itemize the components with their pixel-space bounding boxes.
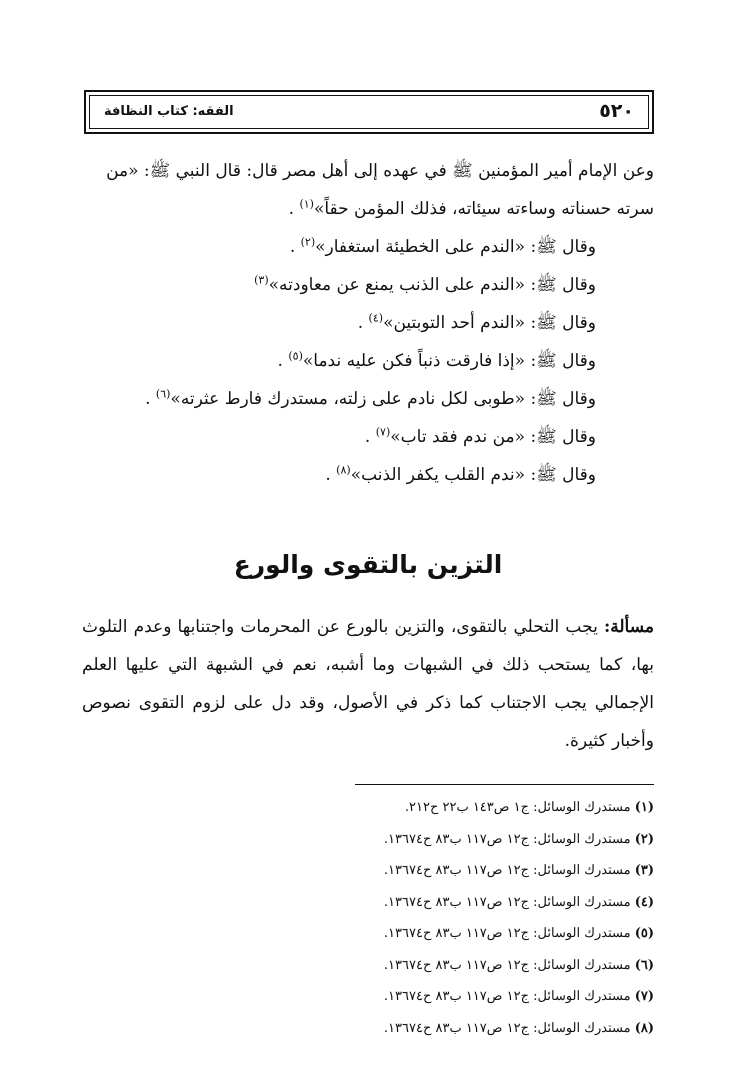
footnote-ref: (٣) xyxy=(254,273,269,287)
footnote-ref: (٢) xyxy=(300,235,316,249)
footnote-item: (٧) مستدرك الوسائل: ج١٢ ص١١٧ ب٨٣ ح١٣٦٧٤. xyxy=(383,989,654,1004)
footnote-separator xyxy=(355,784,654,785)
footnotes xyxy=(82,792,654,1044)
page-number: ٥٢٠ xyxy=(599,100,634,122)
footnote-ref: (٦) xyxy=(155,387,171,401)
footnote-item: (٨) مستدرك الوسائل: ج١٢ ص١١٧ ب٨٣ ح١٣٦٧٤. xyxy=(383,1020,654,1036)
hadith-paragraph: وعن الإمام أمير المؤمنين ﷺ في عهده إلى أهل مصر قال: قال النبي ﷺ: «من سرته حسناته وساءته سيئاته، فذلك المؤمن حقاً»$^{(١)}$ . xyxy=(106,161,654,219)
footnote-item: (٥) مستدرك الوسائل: ج١٢ ص١١٧ ب٨٣ ح١٣٦٧٤. xyxy=(383,926,654,941)
hadith-list xyxy=(82,152,654,494)
ruling-label: مسألة: xyxy=(603,617,654,637)
footnote-item: (١) مستدرك الوسائل: ج١ ص١٤٣ ب٢٢ ح٢١٢. xyxy=(404,800,654,815)
hadith-paragraph: وقال ﷺ: «الندم على الذنب يمنع عن معاودته»$^{(٣)}$ xyxy=(254,273,596,295)
footnote-item: (٢) مستدرك الوسائل: ج١٢ ص١١٧ ب٨٣ ح١٣٦٧٤. xyxy=(383,831,654,847)
hadith-paragraph: وقال ﷺ: «طوبى لكل نادم على زلته، مستدرك فارط عثرته»$^{(٦)}$ . xyxy=(145,387,596,409)
footnote-ref: (٨) xyxy=(336,463,351,477)
footnote-item: (٣) مستدرك الوسائل: ج١٢ ص١١٧ ب٨٣ ح١٣٦٧٤. xyxy=(383,863,654,878)
page-header xyxy=(84,90,654,134)
footnote-ref: (١) xyxy=(299,197,314,211)
hadith-paragraph: وقال ﷺ: «الندم على الخطيئة استغفار»$^{(٢)}$ . xyxy=(289,235,596,257)
footnote-item: (٤) مستدرك الوسائل: ج١٢ ص١١٧ ب٨٣ ح١٣٦٧٤. xyxy=(383,894,654,910)
ruling-text: يجب التحلي بالتقوى، والتزين بالورع عن المحرمات واجتنابها وعدم التلوث بها، كما يستحب ذلك في الشبهات وما أشبه، نعم في الشبهة التي عليها العلم الإجمالي يجب الاجتناب كما ذكر في الأصول، وقد دل على لزوم التقوى نصوص وأخبار كثيرة. xyxy=(82,617,654,751)
ruling-paragraph xyxy=(82,608,654,760)
footnote-ref: (٤) xyxy=(368,311,384,325)
hadith-paragraph: وقال ﷺ: «من ندم فقد تاب»$^{(٧)}$ . xyxy=(364,425,596,447)
section-title: التزين بالتقوى والورع xyxy=(233,550,503,579)
running-head: الفقه: كتاب النظافة xyxy=(104,104,234,119)
footnote-item: (٦) مستدرك الوسائل: ج١٢ ص١١٧ ب٨٣ ح١٣٦٧٤. xyxy=(383,957,654,973)
hadith-paragraph: وقال ﷺ: «الندم أحد التوبتين»$^{(٤)}$ . xyxy=(357,311,596,333)
footnote-ref: (٧) xyxy=(375,425,391,439)
footnote-ref: (٥) xyxy=(288,349,303,363)
hadith-paragraph: وقال ﷺ: «إذا فارقت ذنباً فكن عليه ندما»$^{(٥)}$ . xyxy=(277,349,596,371)
hadith-paragraph: وقال ﷺ: «ندم القلب يكفر الذنب»$^{(٨)}$ . xyxy=(325,463,596,485)
